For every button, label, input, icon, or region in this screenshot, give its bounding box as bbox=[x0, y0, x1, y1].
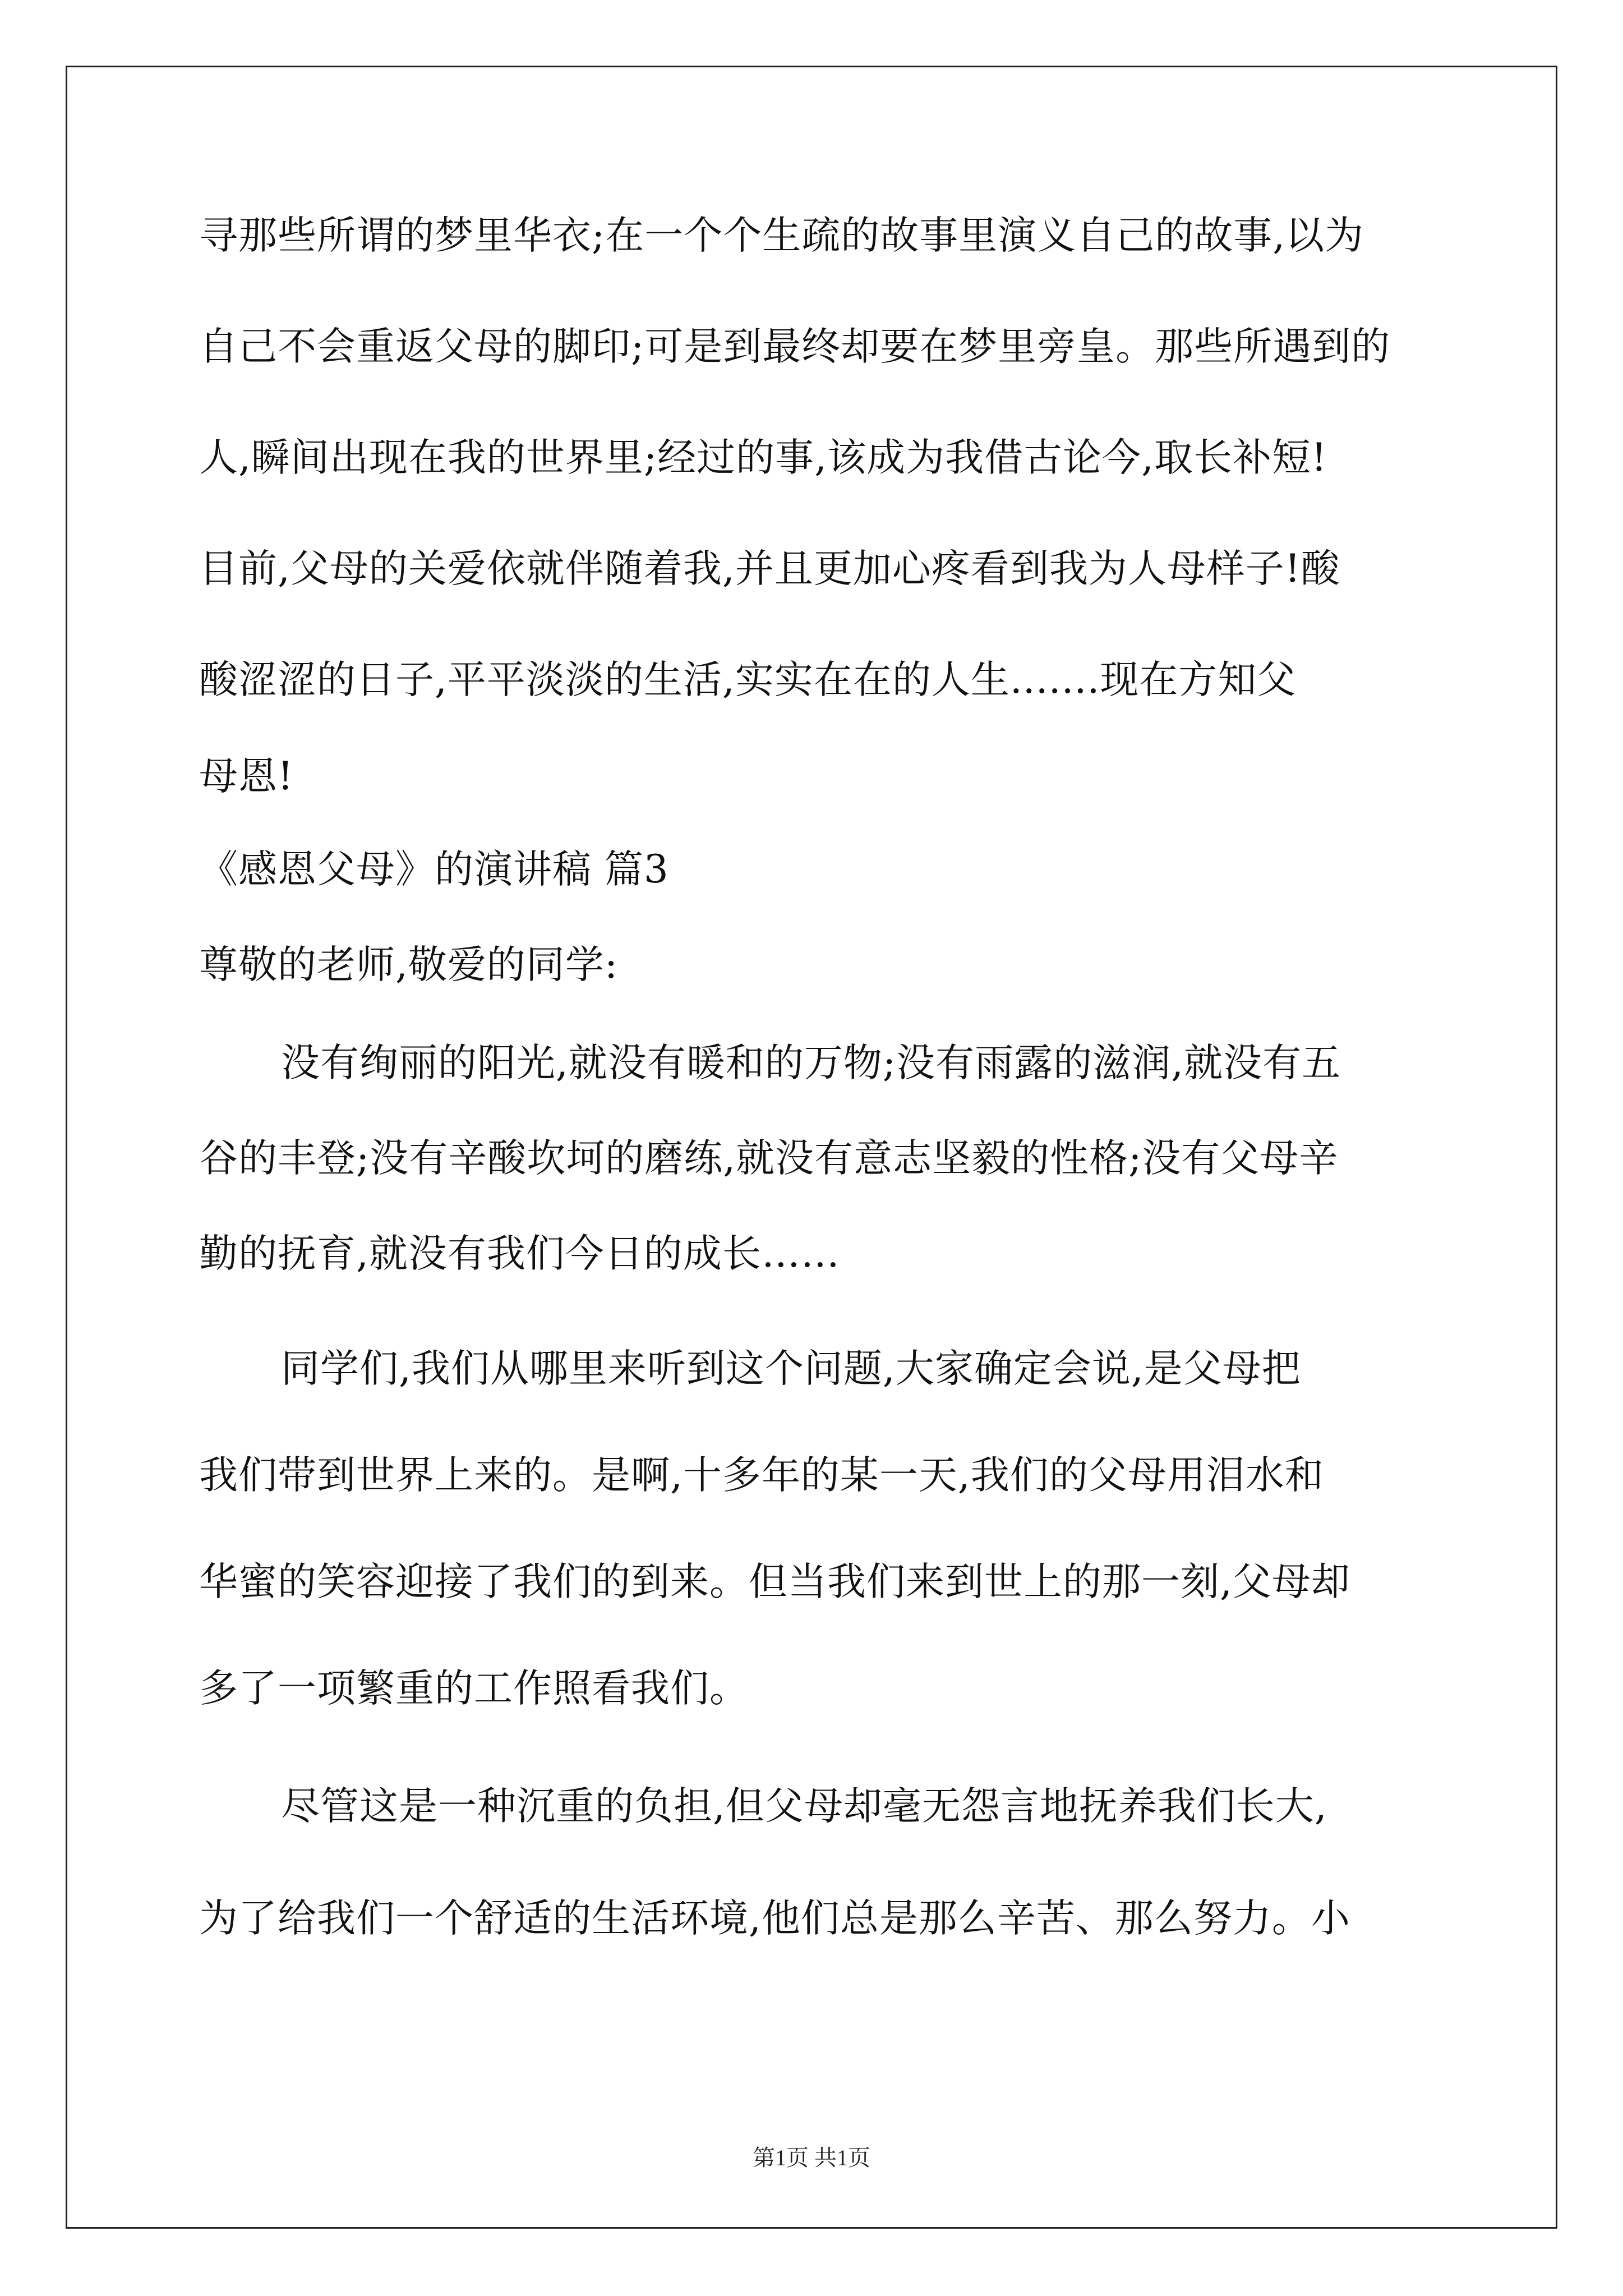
text-line: 酸涩涩的日子,平平淡淡的生活,实实在在的人生.......现在方知父 bbox=[199, 657, 1297, 702]
paragraph-line: 华蜜的笑容迎接了我们的到来。但当我们来到世上的那一刻,父母却 bbox=[199, 1559, 1350, 1604]
salutation: 尊敬的老师,敬爱的同学: bbox=[199, 942, 619, 987]
paragraph-line: 我们带到世界上来的。是啊,十多年的某一天,我们的父母用泪水和 bbox=[199, 1453, 1324, 1498]
text-line: 寻那些所谓的梦里华衣;在一个个生疏的故事里演义自己的故事,以为 bbox=[199, 213, 1364, 258]
page-footer: 第1页 共1页 bbox=[753, 2145, 870, 2170]
paragraph-line: 为了给我们一个舒适的生活环境,他们总是那么辛苦、那么努力。小 bbox=[199, 1896, 1350, 1941]
text-line: 人,瞬间出现在我的世界里;经过的事,该成为我借古论今,取长补短! bbox=[199, 435, 1327, 480]
paragraph-line: 同学们,我们从哪里来听到这个问题,大家确定会说,是父母把 bbox=[281, 1346, 1301, 1391]
paragraph-line: 谷的丰登;没有辛酸坎坷的磨练,就没有意志坚毅的性格;没有父母辛 bbox=[199, 1136, 1339, 1181]
paragraph-line: 尽管这是一种沉重的负担,但父母却毫无怨言地抚养我们长大, bbox=[281, 1784, 1327, 1829]
text-line: 母恩! bbox=[199, 754, 294, 799]
paragraph-line: 勤的抚育,就没有我们今日的成长…… bbox=[199, 1231, 840, 1276]
paragraph-line: 没有绚丽的阳光,就没有暖和的万物;没有雨露的滋润,就没有五 bbox=[281, 1041, 1341, 1085]
paragraph-line: 多了一项繁重的工作照看我们。 bbox=[199, 1666, 749, 1711]
text-line: 自己不会重返父母的脚印;可是到最终却要在梦里旁皇。那些所遇到的 bbox=[199, 324, 1391, 369]
text-line: 目前,父母的关爱依就伴随着我,并且更加心疼看到我为人母样子!酸 bbox=[199, 546, 1340, 591]
section-heading: 《感恩父母》的演讲稿 篇3 bbox=[199, 847, 669, 892]
